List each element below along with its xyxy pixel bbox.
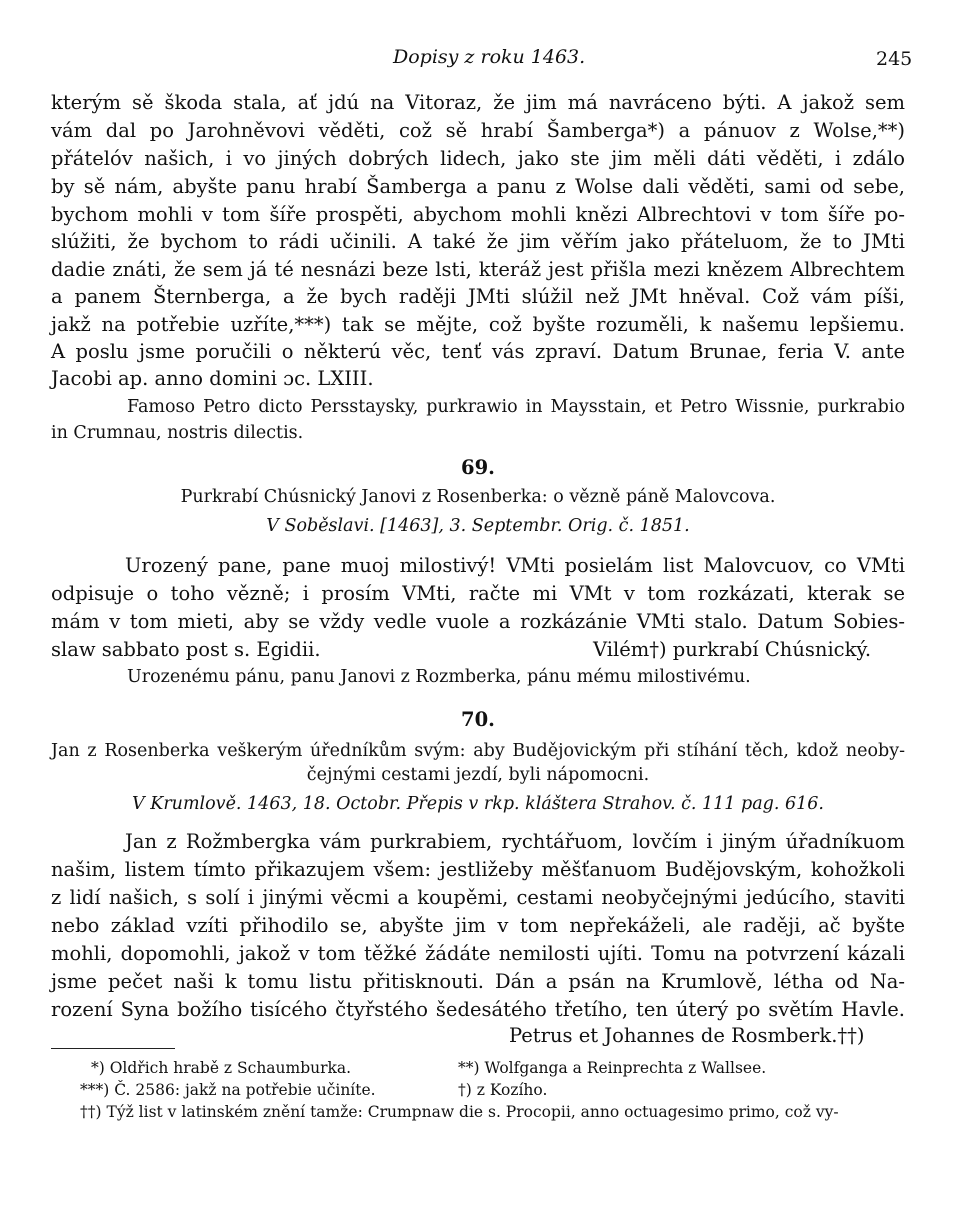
text-line: a panem Šternberga, a že bych raději JMti slúžil než JMt hněval. Což vám píši, [51,285,905,308]
text-line: přátelóv našich, i vo jiných dobrých lidech, jako ste jim měli dáti věděti, i zdálo [51,147,905,170]
text-line: vám dal po Jarohněvovi věděti, což sě hrabí Šamberga*) a pánuov z Wolse,**) [51,119,905,142]
running-title: Dopisy z roku 1463. [393,46,586,68]
text-line: dadie znáti, že sem já té nesnázi beze lsti, kteráž jest přišla mezi knězem Albrechtem [51,258,905,281]
document-title: Purkrabí Chúsnický Janovi z Rosenberka: o vězně páně Malovcova. [180,487,776,507]
text-line: A poslu jsme poručili o některú věc, tenť vás zpraví. Datum Brunae, feria V. ante [51,340,905,363]
document-title: čejnými cestami jezdí, byli nápomocni. [306,765,650,785]
footnote-rule [51,1048,175,1049]
footnote: **) Wolfganga a Reinprechta z Wallsee. [458,1059,767,1077]
document-source: V Soběslavi. [1463], 3. Septembr. Orig. č. 1851. [266,516,690,536]
text-line: Jacobi ap. anno domini ɔc. LXIII. [51,367,374,390]
page-header [0,46,960,72]
text-line: mám v tom mieti, aby se vždy vedle vuole a rozkázánie VMti stalo. Datum Sobies- [51,610,905,633]
text-line: kterým sě škoda stala, ať jdú na Vitoraz, že jim má navráceno býti. A jakož sem [51,91,905,114]
footnote: *) Oldřich hrabě z Schaumburka. [91,1059,352,1077]
text-line: Urozený pane, pane muoj milostivý! VMti posielám list Malovcuov, co VMti [125,554,905,577]
text-line: bychom mohli v tom šíře prospěti, abychom mohli knězi Albrechtovi v tom šíře po- [51,203,905,226]
signature: Petrus et Johannes de Rosmberk.††) [509,1024,865,1047]
footnote: †) z Kozího. [458,1081,548,1099]
address-line: in Crumnau, nostris dilectis. [51,423,304,443]
text-line: odpisuje o toho vězně; i prosím VMti, račte mi VMt v tom rozkázati, kterak se [51,582,905,605]
footnote: ††) Týž list v latinském znění tamže: Crumpnaw die s. Procopii, anno octuagesimo primo, což vy- [80,1103,839,1121]
page-number: 245 [876,48,913,70]
signature: Vilém†) purkrabí Chúsnický. [593,638,872,661]
text-line: rození Syna božího tisícého čtyřstého šedesátého třetího, ten úterý po světím Havle. [51,998,905,1021]
address-line: Urozenému pánu, panu Janovi z Rozmberka, pánu mému milostivému. [127,667,751,687]
footnote: ***) Č. 2586: jakž na potřebie učiníte. [80,1081,376,1099]
text-line: mohli, dopomohli, jakož v tom těžké žádáte nemilosti ujíti. Tomu na potvrzení kázali [51,942,905,965]
document-title: Jan z Rosenberka veškerým úředníkům svým: aby Budějovickým při stíhání těch, kdož neoby- [51,741,905,761]
text-line: našim, listem tímto přikazujem všem: jestližeby měšťanuom Budějovským, kohožkoli [51,858,905,881]
address-line: Famoso Petro dicto Persstaysky, purkrawio in Maysstain, et Petro Wissnie, purkrabio [127,397,905,417]
text-line: nebo základ vzíti přihodilo se, abyšte jim v tom nepřekáželi, ale raději, ač byšte [51,914,905,937]
text-line: by sě nám, abyšte panu hrabí Šamberga a panu z Wolse dali věděti, sami od sebe, [51,175,905,198]
text-line: slaw sabbato post s. Egidii. [51,638,321,661]
text-line: jakž na potřebie uzříte,***) tak se mějte, což byšte rozuměli, k našemu lepšiemu. [51,313,905,336]
text-line: z lidí našich, s solí i jinými věcmi a koupěmi, cestami neobyčejnými jedúcího, staviti [51,886,905,909]
text-line: Jan z Rožmbergka vám purkrabiem, rychtářuom, lovčím i jiným úřadníkuom [125,830,905,853]
document-source: V Krumlově. 1463, 18. Octobr. Přepis v rkp. kláštera Strahov. č. 111 pag. 616. [132,794,824,814]
text-line: jsme pečet naši k tomu listu přitisknouti. Dán a psán na Krumlově, létha od Na- [51,970,905,993]
document-number: 69. [461,456,495,479]
text-line: slúžiti, že bychom to rádi učinili. A také že jim věřím jako přáteluom, že to JMti [51,230,905,253]
document-number: 70. [461,708,495,731]
